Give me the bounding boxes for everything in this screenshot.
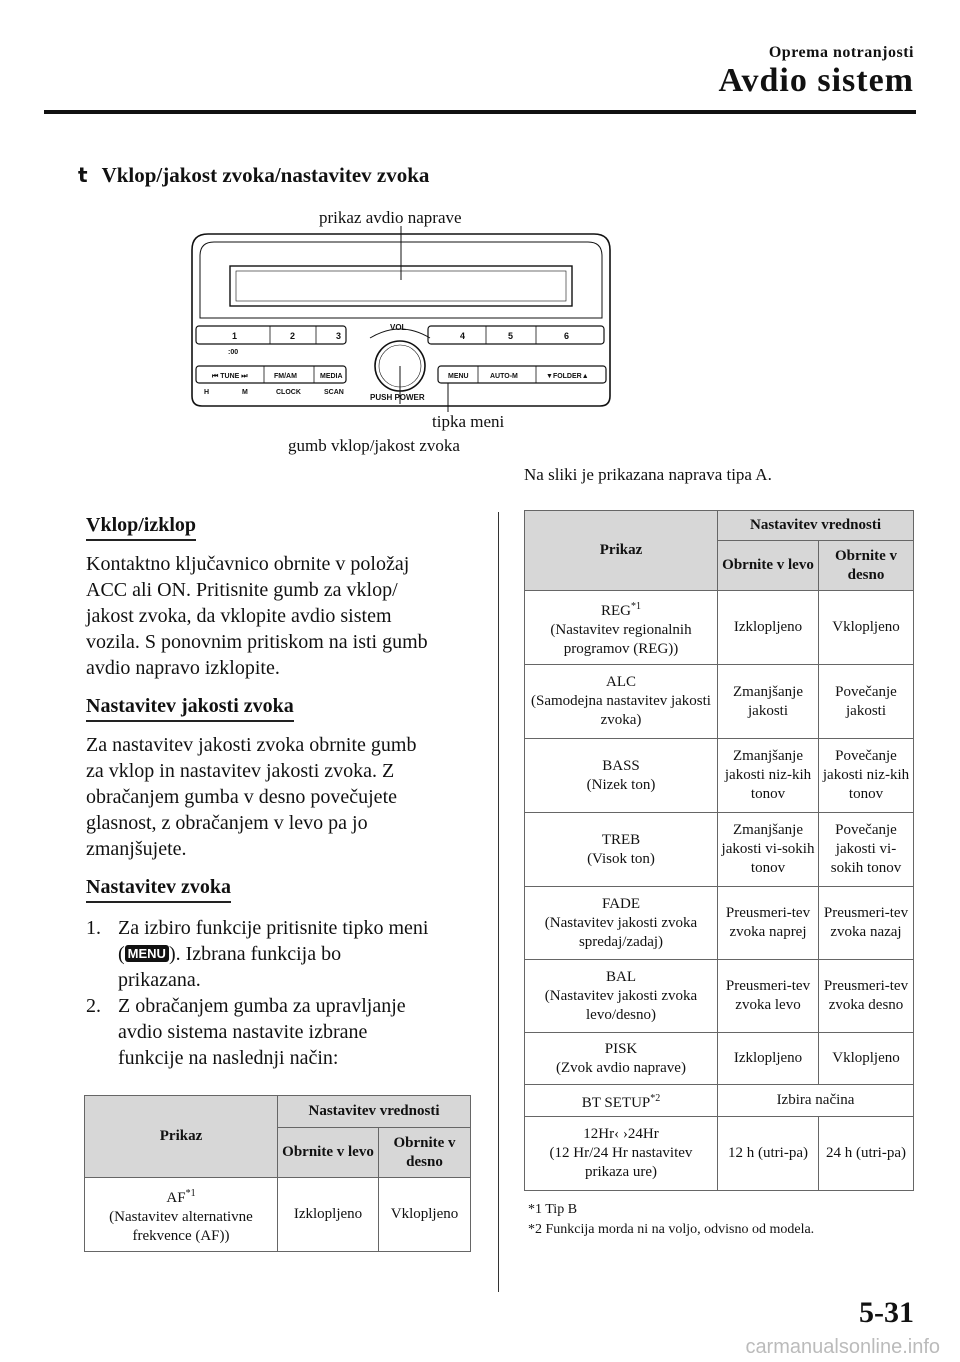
section-title-text: Vklop/jakost zvoka/nastavitev zvoka bbox=[101, 163, 430, 187]
left-column bbox=[86, 514, 486, 1071]
preset-2[interactable]: 2 bbox=[290, 331, 296, 341]
section-title bbox=[78, 163, 429, 188]
heading-power: Vklop/izklop bbox=[86, 514, 196, 541]
watermark: carmanualsonline.info bbox=[745, 1336, 940, 1358]
col-levo: Obrnite v levo bbox=[278, 1128, 379, 1178]
header-subtitle: Oprema notranjosti bbox=[768, 44, 914, 61]
label-display: prikaz avdio naprave bbox=[319, 208, 462, 227]
m-label: M bbox=[242, 389, 248, 396]
clock-minutes-label: :00 bbox=[228, 349, 239, 356]
table-row: BASS (Nizek ton) Zmanjšanje jakosti niz-kih tonov Povečanje jakosti niz-kih tonov bbox=[525, 739, 914, 813]
menu-key-icon: MENU bbox=[125, 945, 169, 962]
step-1: 1. Za izbiro funkcije pritisnite tipko meni ( MENU ). Izbrana funkcija bo prikazana. bbox=[86, 917, 429, 991]
header-title: Avdio sistem bbox=[718, 62, 914, 99]
label-power-knob: gumb vklop/jakost zvoka bbox=[288, 436, 460, 455]
col-levo: Obrnite v levo bbox=[718, 541, 819, 591]
h-label: H bbox=[204, 389, 210, 396]
settings-table-left bbox=[84, 1095, 471, 1252]
step-2: 2. Z obračanjem gumba za upravljanje avdio sistema nastavite izbrane funkcije na naslednji način: bbox=[86, 995, 406, 1069]
scan-label: SCAN bbox=[324, 389, 344, 396]
tune-button[interactable]: ⏮ TUNE ⏭ bbox=[212, 373, 248, 380]
col-desno: Obrnite v desno bbox=[379, 1128, 471, 1178]
table-row: BAL (Nastavitev jakosti zvoka levo/desno) Preusmeri-tev zvoka levo Preusmeri-tev zvoka desno bbox=[525, 960, 914, 1033]
col-prikaz: Prikaz bbox=[85, 1096, 278, 1178]
footnote-2: *2 Funkcija morda ni na voljo, odvisno od modela. bbox=[528, 1222, 815, 1237]
auto-m-button[interactable]: AUTO-M bbox=[490, 373, 518, 380]
column-divider bbox=[498, 512, 499, 1292]
preset-3[interactable]: 3 bbox=[336, 331, 342, 341]
fm-am-button[interactable]: FM/AM bbox=[274, 373, 297, 380]
table-row: AF$^{*1}$ (Nastavitev alternativne frekvence (AF)) Izklopljeno Vklopljeno bbox=[85, 1178, 471, 1252]
heading-sound: Nastavitev zvoka bbox=[86, 876, 231, 903]
preset-4[interactable]: 4 bbox=[460, 331, 466, 341]
heading-volume: Nastavitev jakosti zvoka bbox=[86, 695, 294, 722]
footnote-1: *1 Tip B bbox=[528, 1202, 578, 1217]
page-number: 5-31 bbox=[859, 1296, 914, 1329]
preset-6[interactable]: 6 bbox=[564, 331, 570, 341]
folder-button[interactable]: ▼FOLDER▲ bbox=[546, 373, 589, 380]
col-desno: Obrnite v desno bbox=[819, 541, 914, 591]
table-row: TREB (Visok ton) Zmanjšanje jakosti vi-sokih tonov Povečanje jakosti vi-sokih tonov bbox=[525, 813, 914, 887]
section-marker-icon: t bbox=[78, 163, 88, 187]
preset-1[interactable]: 1 bbox=[232, 331, 238, 341]
table-row: PISK (Zvok avdio naprave) Izklopljeno Vklopljeno bbox=[525, 1033, 914, 1085]
header-rule bbox=[44, 110, 916, 114]
label-menu-button: tipka meni bbox=[432, 412, 505, 431]
para-volume: Za nastavitev jakosti zvoka obrnite gumb za vklop in nastavitev jakosti zvoka. Z obračanjem gumba v desno povečujete glasnost, z obračanjem v levo pa jo zmanjšujete. bbox=[86, 734, 417, 860]
vol-label: VOL bbox=[390, 323, 407, 332]
table-row: REG$^{*1}$ (Nastavitev regionalnih programov (REG)) Izklopljeno Vklopljeno bbox=[525, 591, 914, 665]
col-nastavitev: Nastavitev vrednosti bbox=[718, 511, 914, 541]
push-power-label: PUSH POWER bbox=[370, 393, 425, 402]
settings-table-right bbox=[524, 510, 914, 1191]
preset-5[interactable]: 5 bbox=[508, 331, 514, 341]
menu-button[interactable]: MENU bbox=[448, 373, 469, 380]
table-row: BT SETUP$^{*2}$ Izbira načina bbox=[525, 1085, 914, 1117]
col-prikaz: Prikaz bbox=[525, 511, 718, 591]
table-row: ALC (Samodejna nastavitev jakosti zvoka) Zmanjšanje jakosti Povečanje jakosti bbox=[525, 665, 914, 739]
table-row: 12Hr‹ ›24Hr (12 Hr/24 Hr nastavitev prikaza ure) 12 h (utri-pa) 24 h (utri-pa) bbox=[525, 1117, 914, 1191]
audio-unit-figure bbox=[186, 226, 616, 412]
media-button[interactable]: MEDIA bbox=[320, 373, 343, 380]
table-row: FADE (Nastavitev jakosti zvoka spredaj/zadaj) Preusmeri-tev zvoka naprej Preusmeri-tev zvoka nazaj bbox=[525, 887, 914, 960]
clock-label: CLOCK bbox=[276, 389, 301, 396]
figure-caption: Na sliki je prikazana naprava tipa A. bbox=[524, 465, 772, 484]
col-nastavitev: Nastavitev vrednosti bbox=[278, 1096, 471, 1128]
para-power: Kontaktno ključavnico obrnite v položaj ACC ali ON. Pritisnite gumb za vklop/ jakost zvoka, da vklopite avdio sistem vozila. S ponovnim pritiskom na isti gumb avdio napravo izklopite. bbox=[86, 553, 428, 679]
